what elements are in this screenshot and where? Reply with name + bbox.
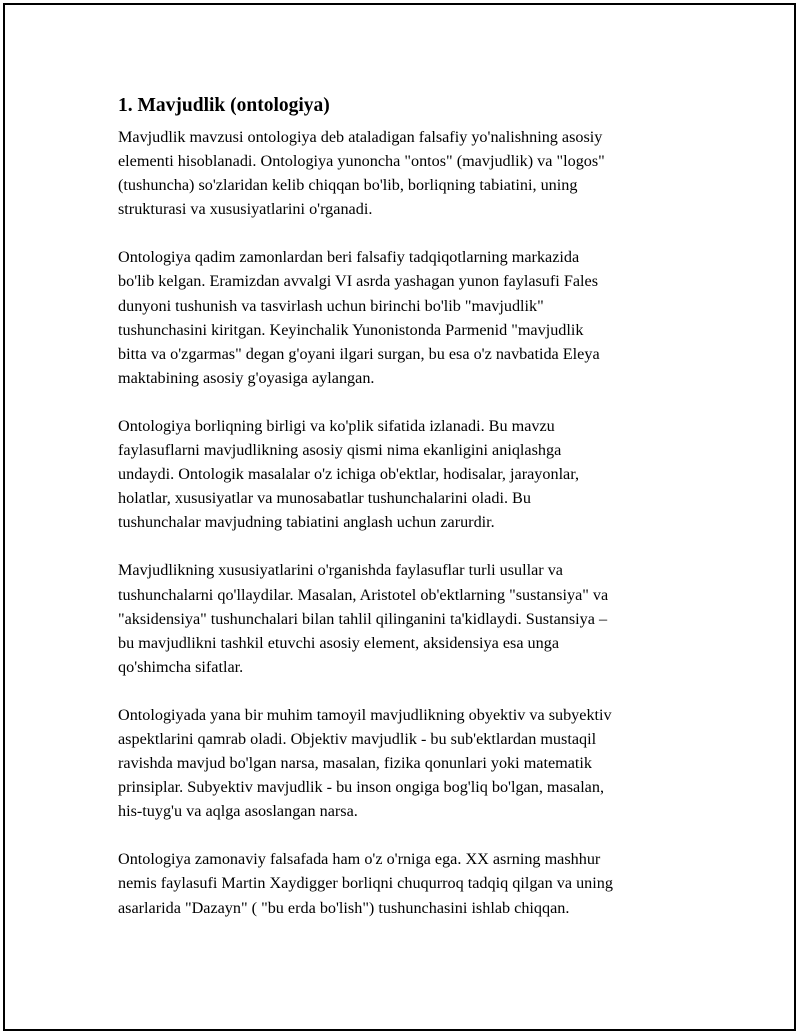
paragraph-line: Mavjudlikning xususiyatlarini o'rganishda faylasuflar turli usullar va [118,561,563,580]
section-heading: 1. Mavjudlik (ontologiya) [118,95,330,116]
paragraph-line: ravishda mavjud bo'lgan narsa, masalan, fizika qonunlari yoki matematik [118,754,593,773]
paragraph-line: his-tuyg'u va aqlga asoslangan narsa. [118,802,358,821]
paragraph-line: Ontologiya borliqning birligi va ko'plik sifatida izlanadi. Bu mavzu [118,416,555,435]
paragraph-3 [118,414,698,534]
paragraph-line: asarlarida "Dazayn" ( "bu erda bo'lish") tushunchasini ishlab chiqqan. [118,898,570,917]
document-body [118,91,698,944]
paragraph-6 [118,847,698,919]
paragraph-line: tushunchalarni qo'llaydilar. Masalan, Aristotel ob'ektlarning "sustansiya" va [118,585,609,604]
paragraph-line: elementi hisoblanadi. Ontologiya yunoncha "ontos" (mavjudlik) va "logos" [118,152,605,171]
paragraph-line: Mavjudlik mavzusi ontologiya deb ataladigan falsafiy yo'nalishning asosiy [118,128,603,146]
paragraph-5 [118,703,698,823]
paragraph-line: faylasuflarni mavjudlikning asosiy qismi nima ekanligini aniqlashga [118,441,562,460]
paragraph-line: strukturasi va xususiyatlarini o'rganadi. [118,200,373,219]
paragraph-line: nemis faylasufi Martin Xaydigger borliqni chuqurroq tadqiq qilgan va uning [118,874,613,893]
paragraph-line: Ontologiyada yana bir muhim tamoyil mavjudlikning obyektiv va subyektiv [118,705,612,724]
paragraph-line: "aksidensiya" tushunchalari bilan tahlil qilinganini ta'kidlaydi. Sustansiya – [118,609,608,628]
paragraph-line: undaydi. Ontologik masalalar o'z ichiga ob'ektlar, hodisalar, jarayonlar, [118,465,580,484]
paragraph-line: maktabining asosiy g'oyasiga aylangan. [118,368,375,387]
paragraph-line: tushunchalar mavjudning tabiatini anglash uchun zarurdir. [118,513,495,532]
paragraph-2 [118,245,698,390]
paragraph-line: Ontologiya zamonaviy falsafada ham o'z o'rniga ega. XX asrning mashhur [118,850,601,869]
paragraph-line: (tushuncha) so'zlaridan kelib chiqqan bo'lib, borliqning tabiatini, uning [118,176,578,195]
paragraph-1 [118,125,698,221]
paragraph-line: tushunchasini kiritgan. Keyinchalik Yunonistonda Parmenid "mavjudlik [118,320,584,339]
paragraph-line: prinsiplar. Subyektiv mavjudlik - bu inson ongiga bog'liq bo'lgan, masalan, [118,778,605,797]
paragraph-line: bo'lib kelgan. Eramizdan avvalgi VI asrda yashagan yunon faylasufi Fales [118,272,599,291]
paragraph-line: dunyoni tushunish va tasvirlash uchun birinchi bo'lib "mavjudlik" [118,296,544,315]
paragraph-4 [118,558,698,678]
paragraph-line: holatlar, xususiyatlar va munosabatlar tushunchalarini oladi. Bu [118,489,531,508]
paragraph-line: Ontologiya qadim zamonlardan beri falsafiy tadqiqotlarning markazida [118,248,580,267]
paragraph-list [118,125,698,920]
paragraph-line: bu mavjudlikni tashkil etuvchi asosiy element, aksidensiya esa unga [118,633,560,652]
paragraph-line: qo'shimcha sifatlar. [118,657,244,676]
paragraph-line: bitta va o'zgarmas" degan g'oyani ilgari surgan, bu esa o'z navbatida Eleya [118,344,600,363]
paragraph-line: aspektlarini qamrab oladi. Objektiv mavjudlik - bu sub'ektlardan mustaqil [118,729,597,748]
